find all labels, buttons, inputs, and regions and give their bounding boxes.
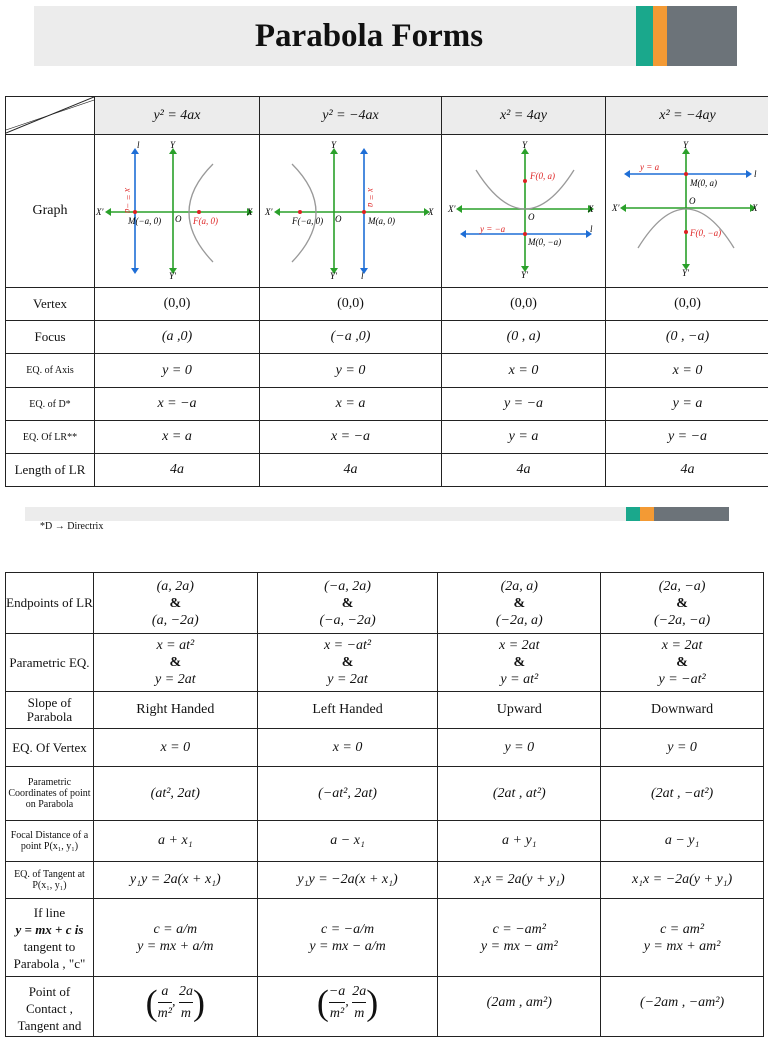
focus-cell: (0 , −a) xyxy=(606,321,768,354)
label-line: Parabola , "c" xyxy=(6,955,93,972)
graph2-y-prime: Y′ xyxy=(330,271,338,281)
header-form-4: x² = −4ay xyxy=(606,97,768,135)
graph-downward xyxy=(606,135,768,288)
endpoint-a: (−a, 2a) xyxy=(258,578,438,595)
tangent-eq-cell: y₁y = −2a(x + x₁) xyxy=(257,862,438,899)
endpoint-a: (2a, a) xyxy=(438,578,600,595)
accent-stripe-teal xyxy=(626,507,640,521)
slope-cell: Upward xyxy=(438,692,601,729)
parametric-eq-cell xyxy=(438,634,601,692)
label-line: y = mx + c is xyxy=(6,921,93,938)
axis-cell: x = 0 xyxy=(606,354,768,388)
parametric-y: y = 2at xyxy=(94,671,257,688)
vertex-cell: (0,0) xyxy=(606,288,768,321)
endpoint-b: (−2a, a) xyxy=(438,612,600,629)
vertex-cell: (0,0) xyxy=(260,288,442,321)
parametric-eq-cell xyxy=(257,634,438,692)
graph3-x-prime: X′ xyxy=(447,204,456,214)
c-value: c = a/m xyxy=(94,921,257,938)
parametric-coords-cell: (2at , at²) xyxy=(438,767,601,821)
ampersand: & xyxy=(258,654,438,671)
accent-stripe-orange xyxy=(653,6,667,66)
endpoints-cell xyxy=(257,573,438,634)
tangent-condition-cell xyxy=(438,899,601,977)
numerator: −a xyxy=(329,981,345,1003)
latus-rectum-cell: x = −a xyxy=(260,421,442,454)
graph1-x-prime: X′ xyxy=(95,207,104,217)
eq-vertex-cell: x = 0 xyxy=(257,729,438,767)
tangent-line: y = mx + am² xyxy=(601,938,763,955)
endpoint-b: (a, −2a) xyxy=(94,612,257,629)
row-label-vertex: Vertex xyxy=(6,288,95,321)
contact-point-cell: ( $\frac{a}{\text{m²}}$ , $\frac{2a}{m}$ ) xyxy=(93,977,257,1037)
directrix-cell: y = a xyxy=(606,388,768,421)
graph2-origin: O xyxy=(335,214,342,224)
length-lr-cell: 4a xyxy=(442,454,606,487)
ampersand: & xyxy=(601,595,763,612)
endpoint-b: (−2a, −a) xyxy=(601,612,763,629)
graph4-m-label: M(0, a) xyxy=(689,178,717,188)
graph4-x: X xyxy=(751,203,758,213)
denominator: m² xyxy=(158,1003,172,1024)
focal-distance-cell: a − y₁ xyxy=(601,821,764,862)
graph3-y-prime: Y′ xyxy=(521,270,529,280)
graph2-l: l xyxy=(361,271,364,281)
row-label-length-lr: Length of LR xyxy=(6,454,95,487)
c-value: c = −am² xyxy=(438,921,600,938)
label-line: Tangent and xyxy=(6,1017,93,1034)
accent-stripe-gray xyxy=(667,6,737,66)
vertex-cell: (0,0) xyxy=(442,288,606,321)
eq-vertex-cell: x = 0 xyxy=(93,729,257,767)
label-line: If line xyxy=(6,904,93,921)
fraction xyxy=(179,981,193,1024)
footnote: *D → Directrix xyxy=(40,521,103,532)
row-label-tangent-eq: EQ. of Tangent at P(x₁, y₁) xyxy=(6,862,94,899)
endpoint-b: (−a, −2a) xyxy=(258,612,438,629)
ampersand: & xyxy=(258,595,438,612)
header-form-2: y² = −4ax xyxy=(260,97,442,135)
row-label-parametric-coords: Parametric Coordinates of point on Parabola xyxy=(6,767,94,821)
axis-cell: y = 0 xyxy=(95,354,260,388)
parametric-x: x = 2at xyxy=(601,637,763,654)
graph4-x-prime: X′ xyxy=(611,203,620,213)
numerator: 2a xyxy=(179,981,193,1003)
row-label-latus-rectum: EQ. Of LR** xyxy=(6,421,95,454)
row-label-focus: Focus xyxy=(6,321,95,354)
parametric-coords-cell: (−at², 2at) xyxy=(257,767,438,821)
graph3-focus-label: F(0, a) xyxy=(529,171,555,181)
graph-left-handed xyxy=(260,135,442,288)
graph4-origin: O xyxy=(689,196,696,206)
slope-cell: Right Handed xyxy=(93,692,257,729)
label-line: tangent to xyxy=(6,938,93,955)
contact-point-cell: ( $\frac{-a}{\text{m²}}$ , $\frac{2a}{m}$ ) xyxy=(257,977,438,1037)
axis-cell: y = 0 xyxy=(260,354,442,388)
row-label-axis: EQ. of Axis xyxy=(6,354,95,388)
graph1-focus-label: F(a, 0) xyxy=(192,216,218,226)
c-value: c = am² xyxy=(601,921,763,938)
tangent-line: y = mx − a/m xyxy=(258,938,438,955)
graph-upward xyxy=(442,135,606,288)
accent-stripe-orange xyxy=(640,507,654,521)
denominator: m xyxy=(352,1003,366,1024)
parametric-y: y = −at² xyxy=(601,671,763,688)
graph1-y: Y xyxy=(170,140,176,150)
focal-distance-cell: a − x₁ xyxy=(257,821,438,862)
parametric-y: y = 2at xyxy=(258,671,438,688)
numerator: a xyxy=(158,981,172,1003)
tangent-condition-cell xyxy=(601,899,764,977)
label-line: Contact , xyxy=(6,1000,93,1017)
graph2-x: X xyxy=(427,207,434,217)
contact-point-cell: (2am , am²) xyxy=(438,977,601,1037)
latus-rectum-cell: x = a xyxy=(95,421,260,454)
tangent-eq-cell: y₁y = 2a(x + x₁) xyxy=(93,862,257,899)
denominator: m xyxy=(179,1003,193,1024)
latus-rectum-cell: y = −a xyxy=(606,421,768,454)
parabola-table-1 xyxy=(5,96,768,487)
graph2-y: Y xyxy=(331,140,337,150)
header-form-3: x² = 4ay xyxy=(442,97,606,135)
tangent-eq-cell: x₁x = −2a(y + y₁) xyxy=(601,862,764,899)
ampersand: & xyxy=(438,595,600,612)
endpoint-a: (2a, −a) xyxy=(601,578,763,595)
parametric-coords-cell: (2at , −at²) xyxy=(601,767,764,821)
row-label-slope: Slope of Parabola xyxy=(6,692,94,729)
graph-right-handed xyxy=(95,135,260,288)
ampersand: & xyxy=(94,654,257,671)
fraction xyxy=(158,981,172,1024)
row-label-tangent-condition xyxy=(6,899,94,977)
graph2-x-prime: X′ xyxy=(264,207,273,217)
focal-distance-cell: a + y₁ xyxy=(438,821,601,862)
graph4-l: l xyxy=(754,169,757,179)
graph4-focus-label: F(0, −a) xyxy=(689,228,721,238)
c-value: c = −a/m xyxy=(258,921,438,938)
accent-stripe-gray xyxy=(654,507,729,521)
focus-cell: (a ,0) xyxy=(95,321,260,354)
axis-cell: x = 0 xyxy=(442,354,606,388)
focus-cell: (0 , a) xyxy=(442,321,606,354)
graph3-l: l xyxy=(590,224,593,234)
vertex-cell: (0,0) xyxy=(95,288,260,321)
parametric-coords-cell: (at², 2at) xyxy=(93,767,257,821)
row-label-parametric-eq: Parametric EQ. xyxy=(6,634,94,692)
length-lr-cell: 4a xyxy=(260,454,442,487)
latus-rectum-cell: y = a xyxy=(442,421,606,454)
parametric-x: x = −at² xyxy=(258,637,438,654)
focal-distance-cell: a + x₁ xyxy=(93,821,257,862)
denominator: m² xyxy=(329,1003,345,1024)
parametric-x: x = 2at xyxy=(438,637,600,654)
endpoints-cell xyxy=(438,573,601,634)
directrix-cell: x = a xyxy=(260,388,442,421)
graph4-y: Y xyxy=(683,140,689,150)
eq-vertex-cell: y = 0 xyxy=(601,729,764,767)
parametric-y: y = at² xyxy=(438,671,600,688)
row-label-eq-vertex: EQ. Of Vertex xyxy=(6,729,94,767)
parametric-eq-cell xyxy=(93,634,257,692)
graph1-x: X xyxy=(246,207,253,217)
graph1-directrix-label: x = −a xyxy=(123,187,133,214)
row-label-graph: Graph xyxy=(6,135,95,288)
graph3-origin: O xyxy=(528,212,535,222)
slope-cell: Downward xyxy=(601,692,764,729)
label-line: Point of xyxy=(6,983,93,1000)
header-form-1: y² = 4ax xyxy=(95,97,260,135)
graph2-focus-label: F(−a, 0) xyxy=(291,216,323,226)
graph4-y-prime: Y′ xyxy=(682,268,690,278)
directrix-cell: x = −a xyxy=(95,388,260,421)
fraction xyxy=(352,981,366,1024)
row-label-directrix: EQ. of D* xyxy=(6,388,95,421)
tangent-condition-cell xyxy=(93,899,257,977)
graph1-y-prime: Y′ xyxy=(169,271,177,281)
contact-point-cell: (−2am , −am²) xyxy=(601,977,764,1037)
tangent-eq-cell: x₁x = 2a(y + y₁) xyxy=(438,862,601,899)
graph2-directrix-label: x = a xyxy=(366,187,376,208)
graph3-y: Y xyxy=(522,140,528,150)
graph2-m-label: M(a, 0) xyxy=(367,216,395,226)
endpoints-cell xyxy=(93,573,257,634)
parabola-table-2 xyxy=(5,572,764,1037)
section-separator xyxy=(25,507,729,521)
slope-cell: Left Handed xyxy=(257,692,438,729)
numerator: 2a xyxy=(352,981,366,1003)
ampersand: & xyxy=(94,595,257,612)
title-bar xyxy=(34,6,737,66)
graph3-x: X xyxy=(587,204,594,214)
graph1-m-label: M(−a, 0) xyxy=(127,216,161,226)
length-lr-cell: 4a xyxy=(95,454,260,487)
row-label-contact-point xyxy=(6,977,94,1037)
parametric-eq-cell xyxy=(601,634,764,692)
graph3-directrix-label: y = −a xyxy=(479,224,506,234)
endpoint-a: (a, 2a) xyxy=(94,578,257,595)
focus-cell: (−a ,0) xyxy=(260,321,442,354)
diagonal-header-cell xyxy=(6,97,95,135)
tangent-line: y = mx + a/m xyxy=(94,938,257,955)
graph4-directrix-label: y = a xyxy=(639,162,660,172)
ampersand: & xyxy=(438,654,600,671)
tangent-line: y = mx − am² xyxy=(438,938,600,955)
graph1-origin: O xyxy=(175,214,182,224)
endpoints-cell xyxy=(601,573,764,634)
graph1-l: l xyxy=(137,140,140,150)
row-label-focal-distance: Focal Distance of a point P(x₁, y₁) xyxy=(6,821,94,862)
ampersand: & xyxy=(601,654,763,671)
directrix-cell: y = −a xyxy=(442,388,606,421)
eq-vertex-cell: y = 0 xyxy=(438,729,601,767)
accent-stripe-teal xyxy=(636,6,653,66)
page-title: Parabola Forms xyxy=(34,6,704,66)
parametric-x: x = at² xyxy=(94,637,257,654)
fraction xyxy=(329,981,345,1024)
length-lr-cell: 4a xyxy=(606,454,768,487)
graph3-m-label: M(0, −a) xyxy=(527,237,561,247)
tangent-condition-cell xyxy=(257,899,438,977)
row-label-endpoints: Endpoints of LR xyxy=(6,573,94,634)
